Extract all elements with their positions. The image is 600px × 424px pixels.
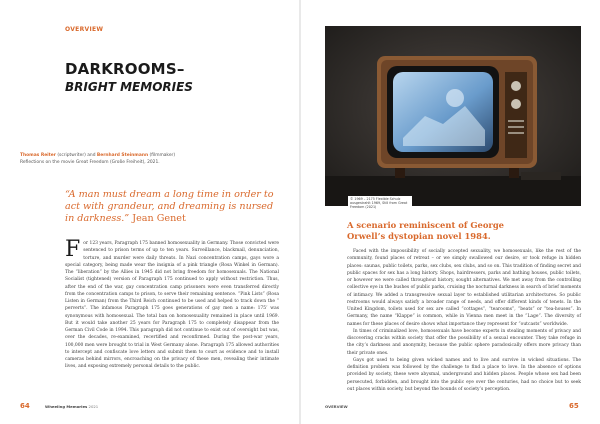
left-page [0, 0, 299, 424]
body-paragraph: or 123 years, Paragraph 175 banned homosexuality in Germany. Those convicted were sentenced to prison terms of up to ten years. Surveillance, blackmail, denunciation, torture, and murder were daily threats. In Nazi concentration camps, gays wore a special category, being made wear the insignia of a pink triangle (Rosa Winkel in German). The “liberation” by the Allies in 1945 did not bring freedom for homosexuals. The National Socialist (tightened) version of Paragraph 175 continued to apply without restriction. Thus, after the end of the war, gay concentration camp prisoners were even transferred directly from the concentration camps to prison, to serve their remaining sentence. “Pink Lists” (Rosa Listen in German) from the Third Reich continued to be used and helped to track down the “ perverts”. The infamous Paragraph 175 goes generations of gay men a name: 175’ was synonymous with homosexual. The total ban on homosexuality remained in place until 1969. But it would take another 25 years for Paragraph 175 to completely disappear from the German Civil Code in 1994. This paragraph did not continue to exist out of oversight but was, over the decades, re-examined, recertified and reconfirmed. During the post-war years, 100,000 men were brought to trial in West Germany alone. Paragraph 175 allowed authorities to intercept and confiscate love letters and submit them to court as evidence and to install cameras behind mirrors, encroaching on the privacy of these men, revealing their intimate lives, and exposing extremely personal details to the public. [65, 241, 279, 370]
quote-author: Jean Genet [132, 213, 186, 224]
author-name: Thomas Reiter [20, 153, 56, 158]
body-paragraph: In times of criminalized love, homosexuals have become experts in stealing moments of privacy and discovering cracks within society that offer the possibility of a sexual encounter. They take refuge in the city’s darkness and anonymity, because the public sphere paradoxically offers more privacy than their private ones. [347, 328, 581, 356]
page-number: 64 [20, 402, 30, 410]
author-role: (scriptwriter) and [55, 153, 97, 158]
body-text-right [347, 248, 581, 393]
article-title: DARKROOMS– [65, 60, 185, 78]
section-heading: A scenario reminiscent of George Orwell’s dystopian novel 1984. [347, 220, 505, 241]
right-page [301, 0, 600, 424]
quote-text: “A man must dream a long time in order to act with grandeur, and dreaming is nursed in darkness.” [65, 189, 274, 224]
page-number: 65 [569, 402, 579, 410]
article-subtitle: BRIGHT MEMORIES [65, 80, 193, 94]
body-text-left [65, 237, 279, 371]
running-footer [45, 404, 98, 409]
photo-caption: © 1969 – 2175 Flexible Schulz ausgestrahlt 1969, Still from Great Freedom (2021) [348, 196, 412, 210]
publication-year: 2021 [87, 404, 99, 409]
pull-quote [65, 189, 279, 225]
author-credit [20, 153, 280, 166]
credit-description: Reflections on the movie Great Freedom (Große Freiheit), 2021. [20, 159, 160, 165]
drop-cap: F [65, 237, 81, 262]
body-paragraph: Faced with the impossibility of socially accepted sexuality, we homosexuals, like the rest of the community, found places of retreat – or we simply swallowed our desire, or took refuge in hidden places: saunas, public toilets, parks, sex clubs, sex clubs, and so on. This tradition of finding secret and public spaces for sex has a long history. Shops, hairdressers, parks and bathing houses, public toilets, or however we were called throughout history, sought alternatives. We met away from the controlling collective eye in the bushes of public parks, cruising the nocturnal darkness in search of brief moments of intimacy. We added a transgressive sexual layer to established utilitarian architectures. So public restrooms would always satisfy a broader range of needs, and offer different kinds of tenets. In the United Kingdom, toilets used for sex are called “cottages”, “tearooms”, “beats” or “tea-houses”. In Germany, the name “Klappe” is common, while in Vienna men meet in the “Lage”. The diversity of names for these places of desire shows what importance they represent for “outcasts” worldwide. [347, 249, 581, 327]
body-paragraph: Gays got used to being given wicked names and to live and survive in wicked situations. The definition problem was followed by the challenge to find a place to love. In the absence of options provided by society, these were abysmal, underground and hidden places. People whose sex had been persecuted, forbidden, and brought into the public eye over the centuries, had no choice but to seek out places within society, but beyond the bounds of society’s perception. [347, 357, 581, 392]
television-photo-illustration [325, 26, 581, 206]
vintage-television-image [325, 26, 581, 206]
publication-name: Wheeling Memories [45, 404, 88, 409]
running-footer-tag: OVERVIEW [325, 404, 348, 409]
author-name: Bernhard Steinmann [96, 153, 149, 158]
author-role: (filmmaker) [148, 153, 176, 158]
section-tag: OVERVIEW [65, 26, 104, 33]
